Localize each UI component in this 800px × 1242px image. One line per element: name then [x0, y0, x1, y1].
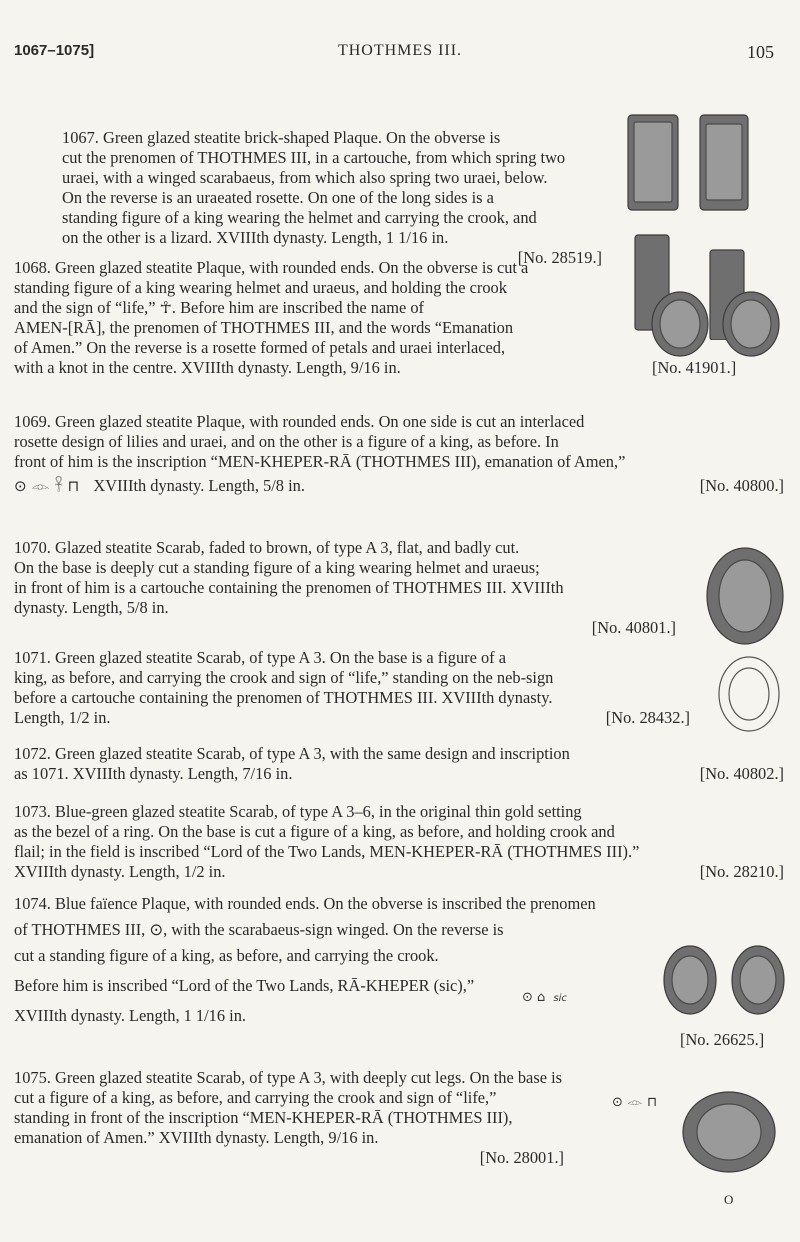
- hieroglyph-inscription: ⊙ 𓁹 ⊓: [612, 1095, 658, 1110]
- line: 1073. Blue-green glazed steatite Scarab, of type A 3–6, in the original thin gold setting: [14, 802, 582, 821]
- line: in front of him is a cartouche containing the prenomen of THOTHMES III. XVIIIth: [14, 578, 564, 597]
- page-header: [0, 42, 800, 72]
- line: XVIIIth dynasty. Length, 1 1/16 in.: [14, 1006, 247, 1025]
- line: front of him is the inscription “MEN-KHEPER-RĀ (THOTHMES III), emanation of Amen,”: [14, 452, 626, 471]
- line: XVIIIth dynasty. Length, 5/8 in.: [93, 476, 305, 495]
- line: flail; in the field is inscribed “Lord of the Two Lands, MEN-KHEPER-RĀ (THOTHMES III).”: [14, 842, 640, 861]
- running-title: THOTHMES III.: [337, 42, 463, 59]
- line: 1069. Green glazed steatite Plaque, with rounded ends. On one side is cut an interlaced: [14, 412, 585, 431]
- line: standing figure of a king wearing helmet and uraeus, and holding the crook: [14, 278, 507, 297]
- entry-1067: [62, 128, 662, 268]
- entry-1075: [14, 1068, 784, 1168]
- museum-number: [No. 40800.]: [699, 476, 784, 495]
- hieroglyph-inscription: ⊙ ⌂ sic: [522, 990, 567, 1005]
- plaque-1074-image: [660, 940, 790, 1018]
- line: 1075. Green glazed steatite Scarab, of type A 3, with deeply cut legs. On the base is: [14, 1068, 563, 1087]
- museum-number: [No. 40801.]: [591, 618, 676, 637]
- line: standing figure of a king wearing the helmet and carrying the crook, and: [62, 208, 537, 227]
- line: 1074. Blue faïence Plaque, with rounded ends. On the obverse is inscribed the prenomen: [14, 894, 596, 913]
- line: cut the prenomen of THOTHMES III, in a cartouche, from which spring two: [62, 148, 566, 167]
- entry-range: 1067–1075]: [14, 42, 95, 59]
- entry-1069: [14, 412, 784, 496]
- line: 1067. Green glazed steatite brick-shaped Plaque. On the obverse is: [62, 128, 501, 147]
- plaque-1068-image: [648, 290, 788, 360]
- line: of Amen.” On the reverse is a rosette formed of petals and uraei interlaced,: [14, 338, 506, 357]
- line: cut a standing figure of a king, as before, and carrying the crook.: [14, 946, 439, 965]
- line: emanation of Amen.” XVIIIth dynasty. Length, 9/16 in.: [14, 1128, 379, 1147]
- line: 1070. Glazed steatite Scarab, faded to brown, of type A 3, flat, and badly cut.: [14, 538, 520, 557]
- scarab-1070-image: [700, 542, 790, 648]
- museum-number: [No. 28001.]: [479, 1148, 564, 1167]
- line: cut a figure of a king, as before, and carrying the crook and sign of “life,”: [14, 1088, 497, 1107]
- entry-1071: [14, 648, 714, 728]
- museum-number: [No. 41901.]: [652, 358, 737, 377]
- footer-mark: O: [724, 1192, 734, 1207]
- line: 1071. Green glazed steatite Scarab, of type A 3. On the base is a figure of a: [14, 648, 507, 667]
- museum-number: [No. 28210.]: [699, 862, 784, 881]
- hieroglyph-inscription: ⊙ 𓁹 𓋹 ⊓: [14, 477, 80, 495]
- scarab-1071-image: [714, 654, 784, 736]
- page-number: 105: [747, 42, 774, 62]
- line: 1068. Green glazed steatite Plaque, with rounded ends. On the obverse is cut a: [14, 258, 529, 277]
- line: AMEN-[RĀ], the prenomen of THOTHMES III, and the words “Emanation: [14, 318, 514, 337]
- museum-number: [No. 28432.]: [605, 708, 690, 727]
- sic-note: sic: [553, 993, 567, 1004]
- line: uraei, with a winged scarabaeus, from which also spring two uraei, below.: [62, 168, 548, 187]
- line: On the reverse is an uraeated rosette. On one of the long sides is a: [62, 188, 494, 207]
- line: standing in front of the inscription “MEN-KHEPER-RĀ (THOTHMES III),: [14, 1108, 513, 1127]
- line: dynasty. Length, 5/8 in.: [14, 598, 169, 617]
- line: Before him is inscribed “Lord of the Two Lands, RĀ-KHEPER (sic),”: [14, 976, 475, 995]
- line: XVIIIth dynasty. Length, 1/2 in.: [14, 862, 226, 881]
- line: On the base is deeply cut a standing figure of a king wearing helmet and uraeus;: [14, 558, 540, 577]
- line: and the sign of “life,” ☥. Before him are inscribed the name of: [14, 298, 425, 317]
- museum-number: [No. 40802.]: [699, 764, 784, 783]
- entry-1073: [14, 802, 784, 882]
- line: with a knot in the centre. XVIIIth dynasty. Length, 9/16 in.: [14, 358, 401, 377]
- line: as 1071. XVIIIth dynasty. Length, 7/16 in.: [14, 764, 293, 783]
- line: as the bezel of a ring. On the base is cut a figure of a king, as before, and holding crook and: [14, 822, 615, 841]
- entry-1070: [14, 538, 694, 638]
- museum-number: [No. 28519.]: [517, 248, 602, 267]
- line: on the other is a lizard. XVIIIth dynasty. Length, 1 1/16 in.: [62, 228, 449, 247]
- line: king, as before, and carrying the crook and sign of “life,” standing on the neb-sign: [14, 668, 554, 687]
- line: rosette design of lilies and uraei, and on the other is a figure of a king, as before. In: [14, 432, 559, 451]
- line: of THOTHMES III, ⊙, with the scarabaeus-sign winged. On the reverse is: [14, 920, 504, 939]
- line: 1072. Green glazed steatite Scarab, of type A 3, with the same design and inscription: [14, 744, 570, 763]
- line: Length, 1/2 in.: [14, 708, 111, 727]
- scarab-1075-image: [676, 1086, 782, 1176]
- line: before a cartouche containing the prenomen of THOTHMES III. XVIIIth dynasty.: [14, 688, 553, 707]
- museum-number: [No. 26625.]: [680, 1030, 765, 1049]
- entry-1072: [14, 744, 784, 784]
